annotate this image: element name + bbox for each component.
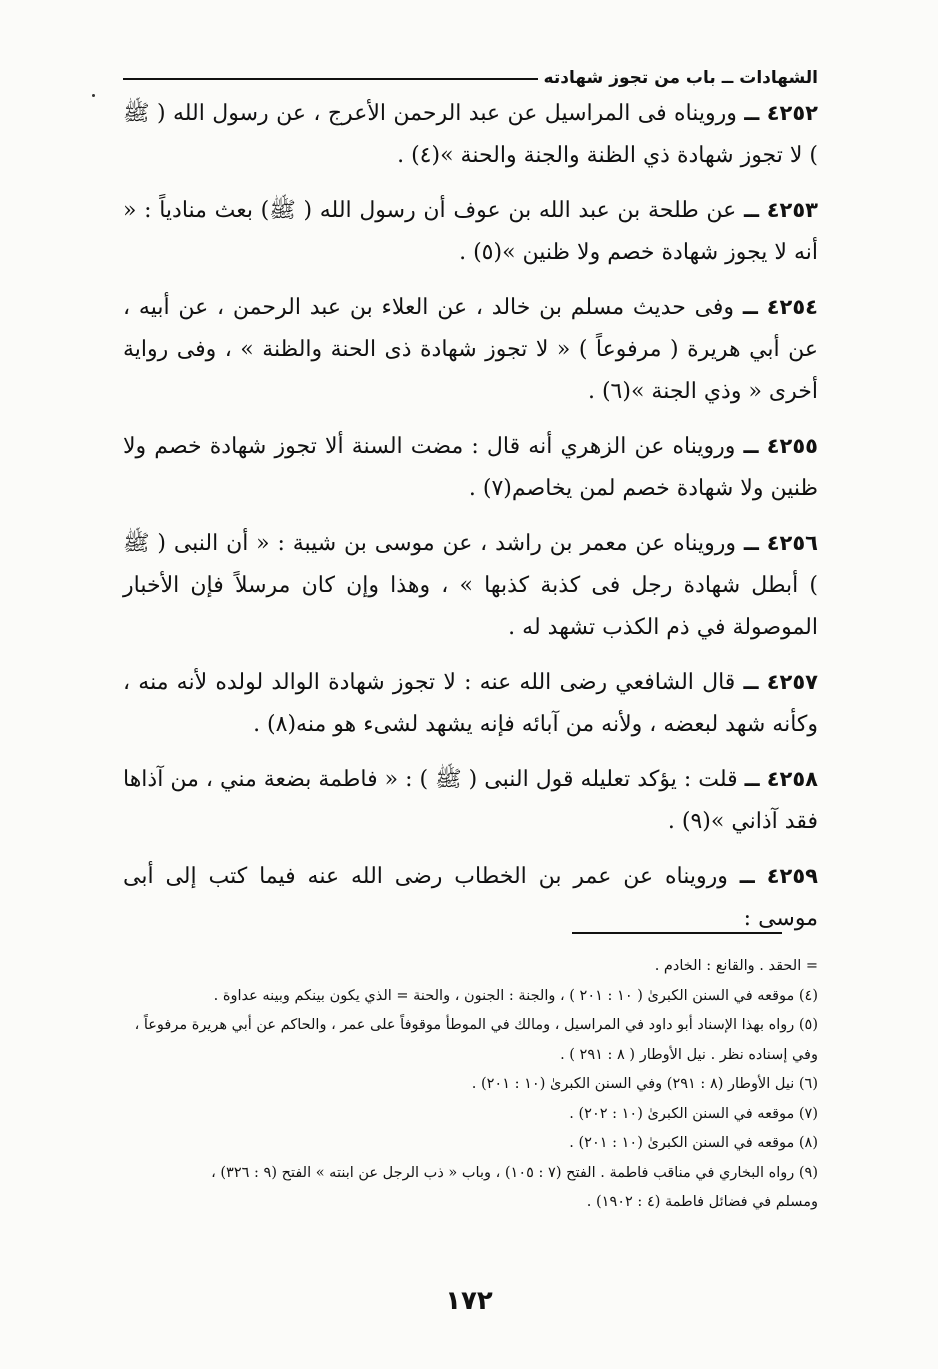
entry-text: ورويناه عن عمر بن الخطاب رضى الله عنه فيما كتب إلى أبى موسى : <box>123 864 818 931</box>
entry-text: وفى حديث مسلم بن خالد ، عن العلاء بن عبد الرحمن ، عن أبيه ، عن أبي هريرة ( مرفوعاً ) « لا تجوز شهادة ذى الحنة والظنة » ، وفى رواية أخرى « وذي الجنة »(٦) . <box>123 295 818 404</box>
footnote-line: ومسلم في فضائل فاطمة (٤ : ١٩٠٢) . <box>586 1194 818 1210</box>
entry-number: ٤٢٥٦ <box>766 531 818 555</box>
entry-text: قال الشافعي رضى الله عنه : لا تجوز شهادة الوالد لولده لأنه منه ، وكأنه شهد لبعضه ، ولأنه من آبائه فإنه يشهد لشىء هو منه(٨) . <box>123 670 818 737</box>
entry-number: ٤٢٥٩ <box>766 864 818 888</box>
entry-4256: ٤٢٥٦ ــ ورويناه عن معمر بن راشد ، عن موسى بن شيبة : « أن النبى ( ﷺ ) أبطل شهادة رجل فى كذبة كذبها » ، وهذا وإن كان مرسلاً فإن الأخبار الموصولة في ذم الكذب تشهد له . <box>123 531 818 640</box>
scan-speck <box>92 94 95 97</box>
footnote-line: وفي إسناده نظر . نيل الأوطار ( ٨ : ٢٩١ ) . <box>560 1046 818 1063</box>
footnote-line: = الحقد . والقانع : الخادم . <box>654 958 818 974</box>
entry-4257: ٤٢٥٧ ــ قال الشافعي رضى الله عنه : لا تجوز شهادة الوالد لولده لأنه منه ، وكأنه شهد لبعضه ، ولأنه من آبائه فإنه يشهد لشىء هو منه(٨) . <box>123 670 818 737</box>
entry-4258: ٤٢٥٨ ــ قلت : يؤكد تعليله قول النبى ( ﷺ ) : « فاطمة بضعة مني ، من آذاها فقد آذاني »(٩) . <box>123 767 818 834</box>
page-number: ١٧٢ <box>445 1286 493 1316</box>
entry-number: ٤٢٥٥ <box>766 434 818 458</box>
footnote-line: (٨) موقعه في السنن الكبرىٰ (١٠ : ٢٠١) . <box>569 1135 818 1151</box>
footnote-separator <box>572 932 782 934</box>
header-rule <box>123 78 538 80</box>
entry-4252: ٤٢٥٢ ــ ورويناه فى المراسيل عن عبد الرحمن الأعرج ، عن رسول الله ( ﷺ ) لا تجوز شهادة ذي الظنة والجنة والحنة »(٤) . <box>123 101 818 168</box>
entry-4253: ٤٢٥٣ ــ عن طلحة بن عبد الله بن عوف أن رسول الله ( ﷺ) بعث منادياً : « أنه لا يجوز شهادة خصم ولا ظنين »(٥) . <box>123 198 819 265</box>
entry-text: ورويناه عن الزهري أنه قال : مضت السنة ألا تجوز شهادة خصم ولا ظنين ولا شهادة خصم لمن يخاصم(٧) . <box>123 434 818 501</box>
entry-text: ورويناه عن معمر بن راشد ، عن موسى بن شيبة : « أن النبى ( ﷺ ) أبطل شهادة رجل فى كذبة كذبها » ، وهذا وإن كان مرسلاً فإن الأخبار الموصولة في ذم الكذب تشهد له . <box>123 531 818 640</box>
entry-4255: ٤٢٥٥ ــ ورويناه عن الزهري أنه قال : مضت السنة ألا تجوز شهادة خصم ولا ظنين ولا شهادة خصم لمن يخاصم(٧) . <box>123 434 818 501</box>
running-title: الشهادات ــ باب من تجوز شهادته <box>543 68 818 88</box>
entry-number: ٤٢٥٨ <box>766 767 818 791</box>
running-head <box>123 62 818 88</box>
entry-number: ٤٢٥٧ <box>766 670 818 694</box>
entry-text: عن طلحة بن عبد الله بن عوف أن رسول الله ( ﷺ) بعث منادياً : « أنه لا يجوز شهادة خصم ولا ظنين »(٥) . <box>123 198 818 265</box>
entry-number: ٤٢٥٤ <box>766 295 818 319</box>
footnotes <box>123 952 818 1218</box>
footnote-line: (٩) رواه البخاري في مناقب فاطمة . الفتح (٧ : ١٠٥) ، وباب « ذب الرجل عن ابنته » الفتح (٩ : ٣٢٦) ، <box>211 1164 818 1181</box>
entry-4259: ٤٢٥٩ ــ ورويناه عن عمر بن الخطاب رضى الله عنه فيما كتب إلى أبى موسى : <box>123 864 818 931</box>
entry-number: ٤٢٥٢ <box>766 101 818 125</box>
footnote-line: (٧) موقعه في السنن الكبرىٰ (١٠ : ٢٠٢) . <box>569 1105 818 1122</box>
footnote-line: (٦) نيل الأوطار (٨ : ٢٩١) وفي السنن الكبرىٰ (١٠ : ٢٠١) . <box>471 1076 818 1092</box>
entry-text: قلت : يؤكد تعليله قول النبى ( ﷺ ) : « فاطمة بضعة مني ، من آذاها فقد آذاني »(٩) . <box>123 767 818 834</box>
main-text <box>123 92 818 952</box>
entry-text: ورويناه فى المراسيل عن عبد الرحمن الأعرج ، عن رسول الله ( ﷺ ) لا تجوز شهادة ذي الظنة والجنة والحنة »(٤) . <box>123 101 818 168</box>
entry-4254: ٤٢٥٤ ــ وفى حديث مسلم بن خالد ، عن العلاء بن عبد الرحمن ، عن أبيه ، عن أبي هريرة ( مرفوعاً ) « لا تجوز شهادة ذى الحنة والظنة » ، وفى رواية أخرى « وذي الجنة »(٦) . <box>123 295 818 404</box>
entry-number: ٤٢٥٣ <box>766 198 819 222</box>
footnote-line: (٤) موقعه في السنن الكبرىٰ ( ١٠ : ٢٠١ ) ، والجنة : الجنون ، والحنة = الذي يكون بينكم وبينه عداوة . <box>213 987 818 1004</box>
footnote-line: (٥) رواه بهذا الإسناد أبو داود في المراسيل ، ومالك في الموطأ موقوفاً على عمر ، والحاكم عن أبي هريرة مرفوعاً ، <box>134 1017 818 1033</box>
